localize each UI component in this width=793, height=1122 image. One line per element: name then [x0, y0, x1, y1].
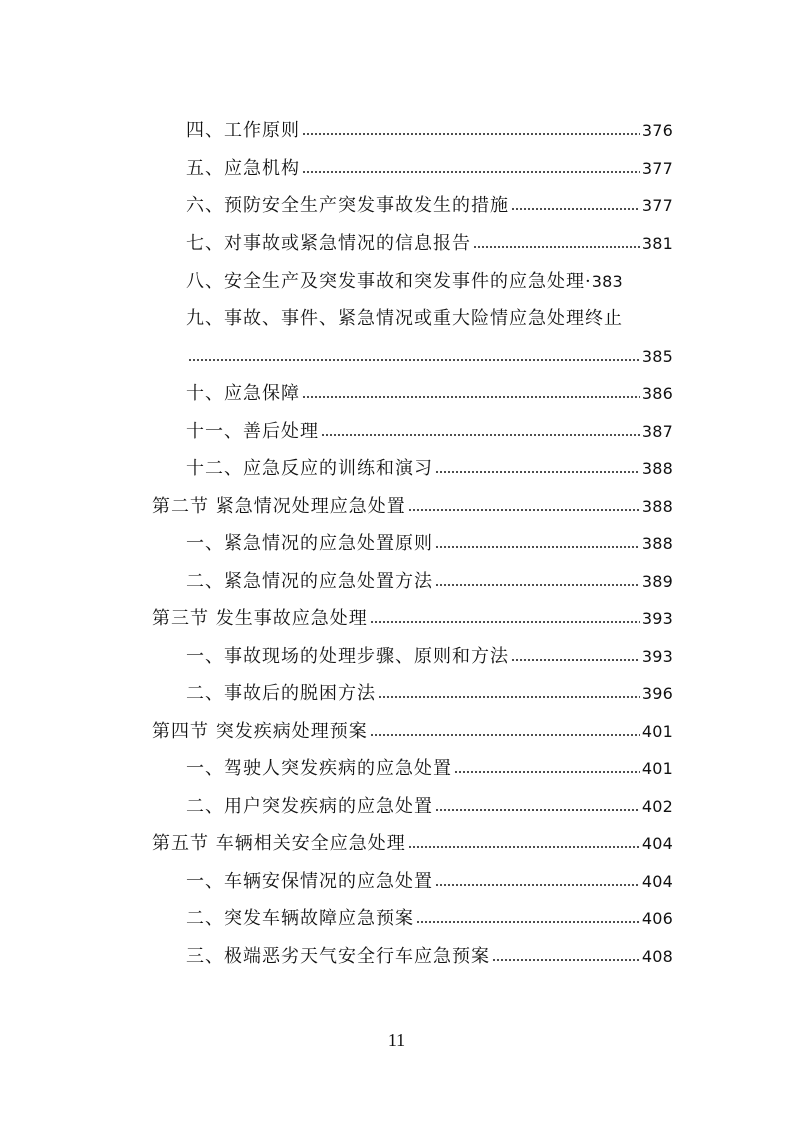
- toc-entry-page: 381: [641, 234, 673, 253]
- toc-entry-page: 377: [641, 196, 673, 215]
- toc-entry-title: 第五节 车辆相关安全应急处理: [152, 833, 406, 854]
- toc-entry-title: 三、极端恶劣天气安全行车应急预案: [186, 946, 490, 967]
- toc-entry-title: 一、事故现场的处理步骤、原则和方法: [186, 646, 509, 667]
- toc-leader-dots: [370, 732, 640, 738]
- toc-entry-page: 396: [641, 684, 673, 703]
- toc-section-5[interactable]: [152, 826, 673, 856]
- toc-leader-dots: [302, 131, 640, 137]
- toc-entry-title: 一、驾驶人突发疾病的应急处置: [186, 758, 452, 779]
- toc-entry-title: 第三节 发生事故应急处理: [152, 608, 368, 629]
- toc-entry-title: 九、事故、事件、紧急情况或重大险情应急处理终止: [186, 308, 623, 329]
- toc-entry-information-report[interactable]: [186, 226, 673, 256]
- toc-leader-dots: [511, 206, 640, 212]
- toc-entry-page: 377: [641, 159, 673, 178]
- toc-entry-page: 376: [641, 121, 673, 140]
- toc-leader-dots: [188, 357, 640, 363]
- toc-entry-extreme-weather[interactable]: [186, 939, 673, 969]
- toc-entry-title: 十二、应急反应的训练和演习: [186, 458, 433, 479]
- toc-entry-title: 四、工作原则: [186, 120, 300, 141]
- toc-entry-training-drills[interactable]: [186, 451, 673, 481]
- toc-entry-title: 二、用户突发疾病的应急处置: [186, 796, 433, 817]
- toc-leader-dots: [473, 244, 640, 250]
- toc-entry-scene-procedures[interactable]: [186, 639, 673, 669]
- toc-entry-aftermath[interactable]: [186, 414, 673, 444]
- toc-entry-title: 二、紧急情况的应急处置方法: [186, 571, 433, 592]
- toc-entry-title: 第二节 紧急情况处理应急处置: [152, 496, 406, 517]
- toc-entry-title: 六、预防安全生产突发事故发生的措施: [186, 195, 509, 216]
- toc-entry-driver-illness[interactable]: [186, 751, 673, 781]
- toc-leader-dots: [416, 919, 640, 925]
- toc-entry-handling-termination[interactable]: [186, 301, 673, 331]
- toc-leader-dots: [302, 394, 640, 400]
- toc-leader-dots: [435, 469, 640, 475]
- toc-entry-page: 383: [591, 272, 623, 291]
- toc-leader-dots: [378, 694, 640, 700]
- toc-entry-emergency-support[interactable]: [186, 376, 673, 406]
- toc-leader-dots: [408, 507, 640, 513]
- toc-entry-disposal-principles[interactable]: [186, 526, 673, 556]
- toc-entry-page: 402: [641, 797, 673, 816]
- toc-entry-title: 二、事故后的脱困方法: [186, 683, 376, 704]
- toc-leader-dots: [454, 769, 640, 775]
- toc-entry-page: 408: [641, 947, 673, 966]
- toc-entry-title: 二、突发车辆故障应急预案: [186, 908, 414, 929]
- toc-entry-page: 388: [641, 534, 673, 553]
- toc-entry-title: 一、紧急情况的应急处置原则: [186, 533, 433, 554]
- toc-entry-title: 十一、善后处理: [186, 421, 319, 442]
- toc-entry-page: 393: [641, 609, 673, 628]
- toc-entry-page: 401: [641, 759, 673, 778]
- toc-entry-title: 第四节 突发疾病处理预案: [152, 721, 368, 742]
- toc-entry-prevention-measures[interactable]: [186, 188, 673, 218]
- toc-leader-dots: [302, 169, 640, 175]
- toc-entry-page: 387: [641, 422, 673, 441]
- toc-leader-dots: [435, 544, 640, 550]
- toc-entry-title: 七、对事故或紧急情况的信息报告: [186, 233, 471, 254]
- toc-entry-page: 404: [641, 834, 673, 853]
- toc-entry-work-principles[interactable]: [186, 113, 673, 143]
- toc-leader-dots: [370, 619, 640, 625]
- toc-leader-dots: [511, 657, 640, 663]
- toc-entry-vehicle-breakdown[interactable]: [186, 901, 673, 931]
- toc-section-4[interactable]: [152, 714, 673, 744]
- toc-leader-dots: [435, 807, 640, 813]
- toc-leader-dots: [492, 957, 640, 963]
- toc-leader-dots: [435, 582, 640, 588]
- toc-entry-page: 386: [641, 384, 673, 403]
- toc-entry-page: 385: [641, 347, 673, 366]
- toc-entry-page: 393: [641, 647, 673, 666]
- toc-entry-title: 八、安全生产及突发事故和突发事件的应急处理·: [186, 271, 592, 292]
- toc-section-3[interactable]: [152, 601, 673, 631]
- page-number: 11: [387, 1030, 406, 1050]
- toc-entry-emergency-handling[interactable]: [186, 264, 673, 294]
- toc-leader-dots: [435, 882, 640, 888]
- toc-entry-emergency-organization[interactable]: [186, 151, 673, 181]
- toc-entry-page: 404: [641, 872, 673, 891]
- toc-entry-page: 388: [641, 497, 673, 516]
- toc-entry-disposal-methods[interactable]: [186, 564, 673, 594]
- toc-entry-page: 401: [641, 722, 673, 741]
- toc-entry-title: 十、应急保障: [186, 383, 300, 404]
- toc-leader-dots: [408, 844, 640, 850]
- toc-entry-vehicle-security[interactable]: [186, 864, 673, 894]
- toc-entry-page: 406: [641, 909, 673, 928]
- toc-section-2[interactable]: [152, 489, 673, 519]
- toc-entry-escape-methods[interactable]: [186, 676, 673, 706]
- toc-entry-page: 388: [641, 459, 673, 478]
- toc-entry-title: 五、应急机构: [186, 158, 300, 179]
- toc-entry-page: 389: [641, 572, 673, 591]
- toc-entry-title: 一、车辆安保情况的应急处置: [186, 871, 433, 892]
- toc-entry-handling-termination-continuation[interactable]: [186, 339, 673, 369]
- toc-leader-dots: [321, 432, 640, 438]
- toc-entry-user-illness[interactable]: [186, 789, 673, 819]
